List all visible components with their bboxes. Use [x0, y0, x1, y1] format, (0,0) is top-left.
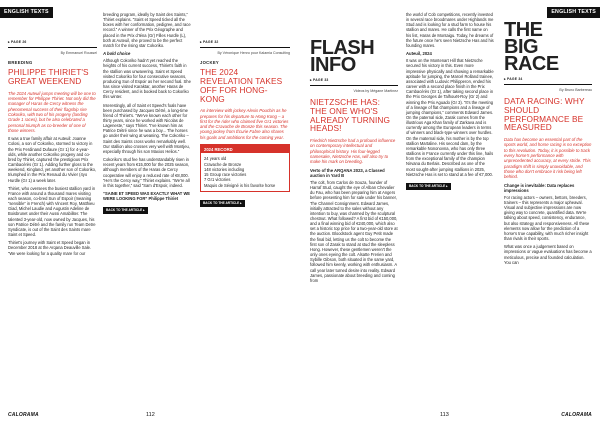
- paragraph: Thiriet, who oversees the busiest stallion yard in France with around a thousand mares visiting each season, co-bred Sun of Espoir (meaning “sensible” in French) with Vincent Roy, Matthieu Giad, Michel Laudie and Augustin Adeline de Boisbrunet under their Aussi Amabiliter. The talented 3-year-old, now owned by Jacques, his son Patrice Détré and the family run Team Detre Syndicate, is out of the Saint des Saints mare Saint et Speed.: [8, 185, 96, 238]
- record-box-title: 2024 RECORD: [201, 145, 289, 153]
- brand-footer: CALORAMA: [561, 412, 592, 418]
- record-line: 24 years old: [204, 156, 227, 162]
- subheading: Auteuil, 2024: [406, 51, 432, 57]
- record-line: 7 Gr1 victories: [204, 177, 231, 183]
- article-flash-info: [310, 37, 398, 286]
- byline: By Emmanuel Roussel: [60, 51, 97, 56]
- paragraph: The colt, from Carlos de Souza, founder of Harraf Stud, caught the eye of Alban Chevalier du Fau, who has been preparing him at Angers before presenting him for sale under his banner, The Channel Consignment. Edward James, initially attracted to the sales without any intention to buy, was charmed by the sculptural chestnut. What followed? A first bid of €150,000, and a final winning bid of €240,000, which also set a historic top price for a two-year-old store at the auction. Bloodstock agent Guy Petit made the final bid, letting us the colt to become the first son of Zarak to stand at stud the sleepless Hong. However, these gentlemen weren't the only ones eyeing the colt. Alsatte Frerien and Sybille Gibson, both situated in the same yard, followed him keenly, working with enthusiasm. A call year later turned desire into reality. Edward James, passionate about breeding and coming from: [310, 179, 398, 283]
- brand-footer: CALORAMA: [8, 412, 39, 418]
- masthead-line: BIG: [504, 36, 539, 58]
- paragraph: breeding program, ideally by Saint des Saints,” Thiriet explains. “Saint et Speed ticked all the boxes with her conformation, pedigree, and race record.” A winner of the Prix Géographe and placed in the Prix d'Iéna (Gr) Filles Hurdle (L), both at Auteuil, she proved to be the perfect match for the rising star Cokoriko.: [103, 12, 191, 48]
- divider: [504, 84, 592, 85]
- page-reference: ▸ PAGE 34: [504, 77, 523, 81]
- paragraph: Interestingly, all of Saint et Speed's foals have been purchased by Jacques Détré, a long-time friend of Thiriet's. “We've known each other for thirty years, since he worked with Nicolas de Lageneste,” says Thiriet. “I've known him as Patrice Détré since he was a boy... The horses go under their wing at weaning. The Cokoriko – Saint des Saints cross works remarkably well. Our stallion also crosses very well with Montjeu, especially through his son Maxios Helios.”: [103, 102, 190, 154]
- section-label-left: ENGLISH TEXTS: [0, 7, 53, 18]
- page-reference: ▸ PAGE 26: [8, 40, 27, 44]
- page-reference: ▸ PAGE 32: [200, 40, 219, 44]
- masthead-line: INFO: [310, 54, 356, 76]
- article-jockey: [200, 40, 290, 207]
- article-headline: THE 2024 REVELATION TAKES OFF FOR HONG-KONG: [200, 67, 283, 104]
- divider: [310, 85, 398, 86]
- subheading: A bold choice: [103, 51, 131, 57]
- masthead-line: RACE: [504, 53, 559, 75]
- record-line: 15 Group race victories: [204, 172, 247, 178]
- paragraph: It was on the Montenart Hill that Nietzsche secured his victory in this. Even more impressive physically and showing a remarkable aptitude for jumping, the Marcel Rolland trainee, associated with Ludovic Philipperon, ended his career with a second place finish in the Prix Cambacérès (Gr 1), after taking second place in the Prix Georges de Talhouët-Roy (Gr 2) and winning the Prix Aguado (Gr 3). “It's the meeting of a lineage of flat champions and a lineage of jumping champions,” comments Edward James. On the paternal side, Zarak comes from the illustrious Aga Khan family of Zarkava and is currently among the European leaders in terms of winners and black-type winners over hurdles. On the maternal side, his mother is by the top stallion Martaline. His second dam, by the remarkable Nononovna, who has only three stallions in France currently under this line, hails from the exceptional family of the champion Nirvana du Berlais. Described as one of the most sought-after jumping stallions in 2025, Nietzsche Has is set to stand at a fee of €7,000.: [406, 58, 494, 177]
- divider: [200, 47, 290, 48]
- article-headline: PHILIPPE THIRIET'S GREAT WEEKEND: [8, 67, 89, 87]
- article-headline: NIETZSCHE HAS: THE ONE WHO'S ALREADY TURNING HEADS!: [310, 97, 391, 134]
- page-number: 113: [440, 412, 449, 418]
- paragraph: It was a true family affair at Auteuil: Joanne Colosi, a son of Cokoriko, stormed to victory in the Prix Ferdinand Dufaure (Gr 1) for 4-year-olds, while another Cokoriko progeny and co-bred by Thiriet, captured the prestigious Prix Cambacérès (Gr 1). Adding further gloss to the weekend, Kingland, yet another son of Cokoriko, triumphed in the Prix Renaud du Vivier (4yo Hurdle (Gr 1) a week later.: [8, 136, 97, 183]
- page-reference: ▸ PAGE 33: [310, 78, 329, 82]
- back-to-article-link[interactable]: BACK TO THE ARTICLE ▸: [200, 200, 245, 207]
- byline: By Véronique Henro pour Kalamia Consulting: [217, 51, 290, 56]
- masthead-line: THE: [504, 19, 543, 41]
- section-label-right: ENGLISH TEXTS: [547, 7, 600, 18]
- masthead-line: FLASH: [310, 37, 375, 59]
- article-lede: Data has become an essential part of the sports world, and horse racing is no exception to this revolution. Today, it is possible to track every horse's performance with unprecedented accuracy, at every stride. This paradigm shift is simply unavoidable, and those who don't embrace it risk being left behind.: [504, 137, 592, 180]
- article-big-race: [504, 19, 592, 268]
- paragraph: the world of Cob competitions, recently invested in several race broodmares under Highlands me Stud and is looking for a stud farm to house his stallion and mares. He calls the first name on his list, Haras de Montaigu. Today, he dreams of the future once he's seen Nietzsche Has and his founding mares.: [406, 12, 494, 48]
- article-breeding: [8, 40, 97, 259]
- pull-quote: “SAINE ET SPEED WAS EXACTLY WHAT WE WERE LOOKING FOR” Philippe Thiriet: [103, 191, 191, 202]
- article-kicker: JOCKEY: [200, 60, 220, 66]
- article-lede: An interview with jockey Alexis Pouchin as he prepares for his departure to Hong Kong – a first for the rider who claimed five Gr1 victories and the Cravache de Bronze this season. The young jockey from Écurie Fabre also shares his goals and ambitions for the coming year.: [200, 108, 289, 140]
- paragraph: For racing actors – owners, bettors, breeders, trainers – this represents a major upheaval. Visual and subjective impressions are now giving way to concrete, quantified data. We're talking about speed, consistency, endurance, but also strategy and responsiveness. All these elements now allow for the prediction of a horse's true capability, with much richer insight than rivals in their sports.: [504, 194, 590, 242]
- record-box-body: [201, 153, 289, 191]
- back-to-article-link[interactable]: BACK TO THE ARTICLE ▸: [103, 207, 148, 214]
- right-page: [300, 0, 600, 424]
- article-headline: DATA RACING: WHY SHOULD PERFORMANCE BE MEASURED: [504, 96, 585, 133]
- subheading: Verto of the ARQANA 2023, a Classed auction in Yard B: [310, 167, 385, 178]
- article-kicker: BREEDING: [8, 60, 33, 66]
- page-number: 112: [146, 412, 155, 418]
- article-lede: Friedrich Nietzsche had a profound influence on contemporary intellectual and philosophical history. His four-legged namesake, Nietzsche Has, will also try to make his mark on breeding.: [310, 138, 396, 165]
- article-flash-info-continued: [406, 12, 494, 190]
- record-box: [200, 144, 290, 192]
- paragraph: What was once a judgement based on impressions or vague evaluations has become a meticulous, precise and founded calculation. You can: [504, 244, 592, 265]
- back-to-article-link[interactable]: BACK TO THE ARTICLE ▸: [406, 183, 451, 190]
- record-line: Cravache de Bronze: [204, 161, 242, 167]
- article-breeding-continued: [103, 12, 192, 214]
- paragraph: Although Cokoriko hadn't yet reached the heights of his current success, Thiriet's faith in the stallion was unwavering. Saint et Speed visited Cokoriko for four consecutive seasons, producing Sun of Espoir as her second foal. She has since visited Karaktar, another Haras de Cercy resident, and is booked back to Cokoriko this winter.: [103, 58, 191, 100]
- paragraph: Cokoriko's stud fee has understandably risen in recent years from €15,000 for the 2025 season, although members of the Haras de Cercy cooperative will enjoy a reduced rate of €8,000. “He's the Cercy way,” Thiriet explains. “We're all in this together,” said “Sam d'Espoir, indeed.: [103, 157, 190, 188]
- article-lede: The 2024 Auteuil jumps meeting will be one to remember for Philippe Thiriet. Not only did the manager of Haras de Cercy witness the phenomenal success of their flagship sire Cokoriko, with two of his progeny (landing Grade 1 races), but he also celebrated a personal triumph as co-breeder of one of those winners.: [8, 90, 96, 133]
- paragraph: Thiriet's journey with Saint et Speed began in December 2018 at the Arqana Deauville Sale. “We were looking for a quality mare for our: [8, 240, 92, 256]
- divider: [8, 47, 97, 48]
- record-line: 148 victories including: [204, 166, 245, 172]
- byline: By Bruno Barbereau: [559, 88, 592, 93]
- byline: Videos by Mégane Martinez: [353, 89, 398, 94]
- subheading: Change is inevitable: Data replaces impressions: [504, 182, 575, 193]
- record-line: Maquis de Sévigné is his favorite horse: [204, 182, 276, 188]
